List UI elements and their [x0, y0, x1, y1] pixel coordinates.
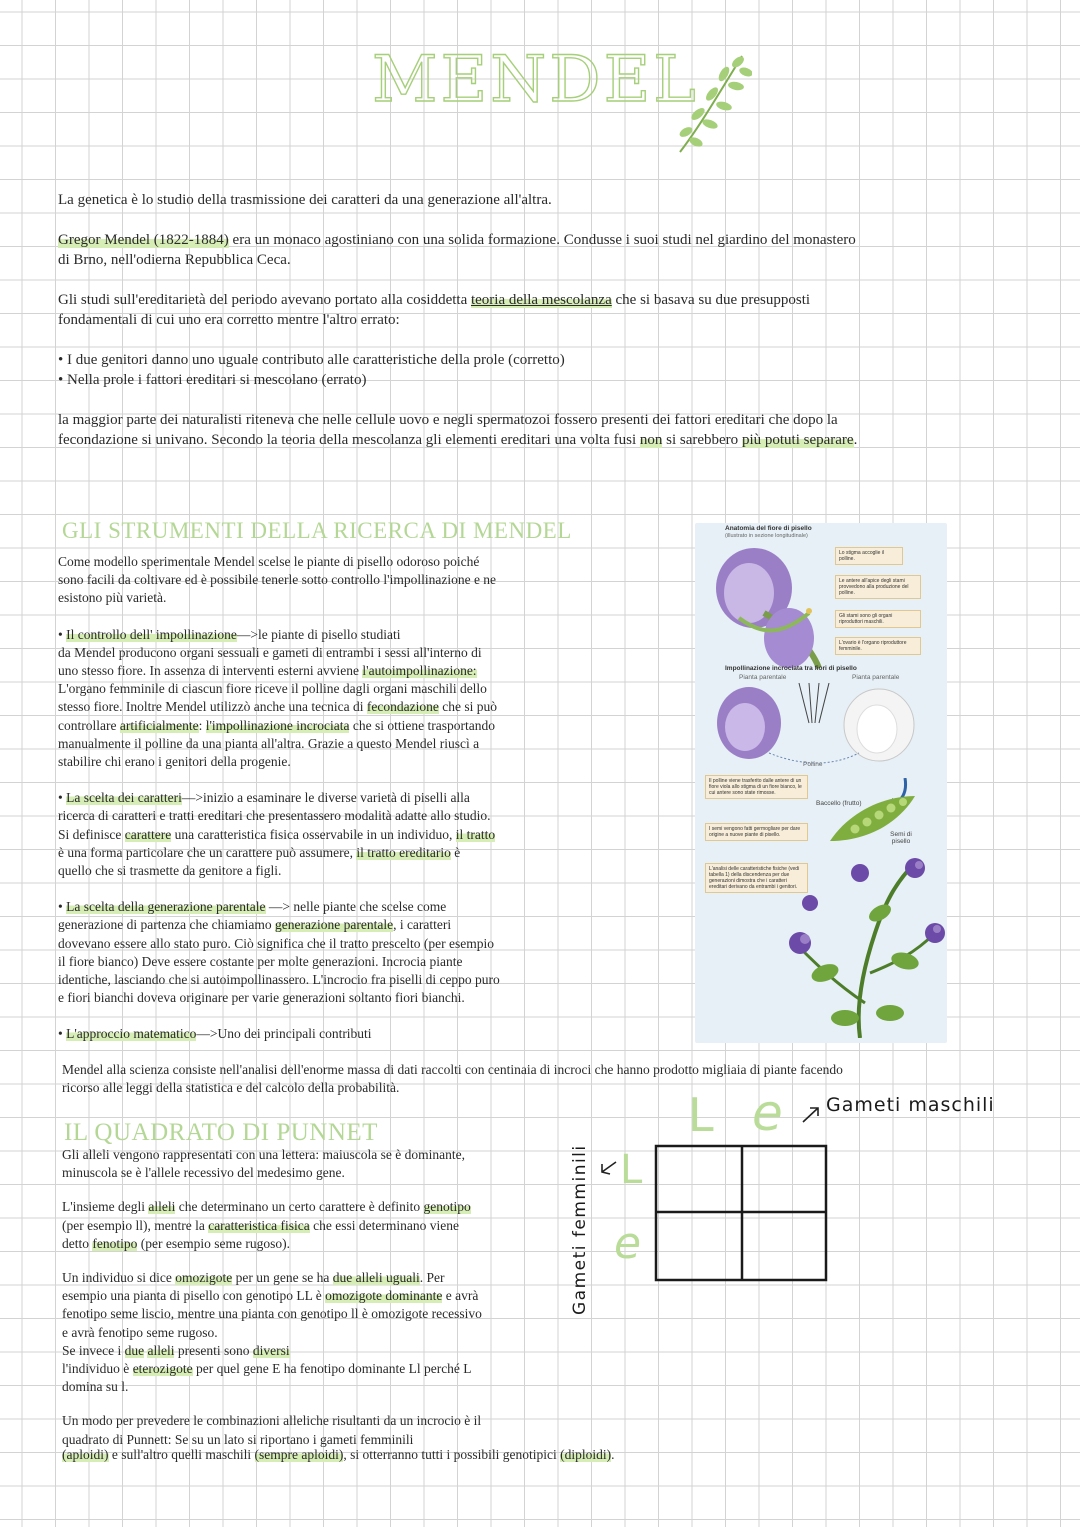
text: —> nelle piante che scelse come: [265, 899, 447, 915]
text: esempio una pianta di pisello con genotipo LL è: [62, 1288, 326, 1304]
cross-pollination-illustration: [709, 683, 939, 768]
highlight: genotipo: [423, 1199, 471, 1215]
text: —>Uno dei principali contributi: [196, 1026, 372, 1042]
omozigote-paragraph: [62, 1269, 572, 1396]
text: identiche, lasciando che si autoimpollinassero. L'incrocio fra piselli di ceppo puro: [58, 972, 500, 988]
text: e fiori bianchi doveva originare per varie generazioni soltanto fiori bianchi.: [58, 990, 465, 1006]
intro-paragraph-3: [58, 290, 1028, 330]
text: la maggior parte dei naturalisti riteneva che nelle cellule uovo e negli spermatozoi fossero presenti dei fattori ereditari che dopo la: [58, 412, 838, 428]
female-allele-recessive: e: [614, 1218, 642, 1269]
text: che essi determinano viene: [309, 1217, 459, 1233]
text: è: [450, 844, 461, 860]
bullet-caratteri: • La scelta dei caratteri—>inizio a esaminare le diverse varietà di piselli alla ricerca di caratteri e tratti ereditari che presentassero modalità adatte allo studio. Si definisce carattere una caratteristica fisica osservabile in un individuo, il tratto è una forma particolare che un carattere può assumere, il tratto ereditario è quello che si trasmette da genitore a figli.: [58, 790, 496, 879]
figure-title: Anatomia del fiore di pisello: [725, 525, 812, 532]
highlight: La scelta della generazione parentale: [66, 899, 266, 915]
text: è una forma particolare che un carattere può assumere,: [58, 844, 357, 860]
text: .: [853, 432, 858, 448]
text: il fiore bianco) Deve essere costante per molte generazioni. Incrocia piante: [58, 953, 463, 969]
bullet-generazione-parentale: • La scelta della generazione parentale —> nelle piante che scelse come generazione di partenza che chiamiamo generazione parentale, i caratteri dovevano essere allo stato puro. Ciò significa che il tratto prescelto (per esempio il fiore bianco) Deve essere costante per molte generazioni. Incrocia piante identiche, lasciando che si autoimpollinassero. L'incrocio fra piselli di ceppo puro e fiori bianchi doveva originare per varie generazioni soltanto fiori bianchi.: [58, 899, 500, 1006]
leaf-branch-icon: [672, 50, 752, 160]
text: minuscola se è l'allele recessivo del medesimo gene.: [62, 1165, 345, 1181]
highlight: (aploidi): [62, 1447, 109, 1462]
label-polline: Polline: [803, 761, 823, 768]
section-heading-punnett: IL QUADRATO DI PUNNET: [64, 1119, 378, 1146]
text: —>inizio a esaminare le diverse varietà di piselli alla: [181, 790, 470, 806]
bullet-item: I due genitori danno uno uguale contributo alle caratteristiche della prole (corretto): [67, 352, 565, 368]
text: stabilire chi erano i genitori della progenie.: [58, 754, 291, 770]
text: che determinano un certo carattere è definito: [175, 1199, 424, 1215]
text: che si ottiene trasportando: [349, 717, 495, 733]
text: Mendel alla scienza consiste nell'analisi dell'enorme massa di dati raccolti con centinaia di incroci che hanno prodotto migliaia di piante facendo: [62, 1062, 843, 1077]
bullet-item: Nella prole i fattori ereditari si mescolano (errato): [67, 372, 367, 388]
intro-bullets: • I due genitori danno uno uguale contributo alle caratteristiche della prole (corretto) • Nella prole i fattori ereditari si mescolano (errato): [58, 352, 565, 388]
label-parent-right: Pianta parentale: [852, 674, 900, 681]
highlight: (diploidi): [560, 1447, 612, 1462]
highlight: alleli: [148, 1199, 176, 1215]
text: e sull'altro quelli maschili: [108, 1447, 255, 1462]
highlight: omozigote dominante: [325, 1288, 443, 1304]
highlight: caratteristica fisica: [208, 1217, 310, 1233]
text: quadrato di Punnett: Se su un lato si riportano i gameti femminili: [62, 1431, 414, 1447]
highlight: Il controllo dell' impollinazione: [66, 626, 237, 642]
text: —>le piante di pisello studiati: [236, 626, 401, 642]
intro-paragraph-4: [58, 410, 1028, 450]
highlight: generazione parentale: [275, 917, 394, 933]
pea-plant-illustration: [765, 853, 945, 1038]
text: . Per: [419, 1270, 445, 1286]
text: si sarebbero: [662, 432, 742, 448]
label-baccello: Baccello (frutto): [816, 800, 862, 807]
highlight: carattere: [124, 826, 172, 842]
callout-stami: Gli stami sono gli organi riproduttori maschili.: [835, 610, 921, 628]
text: , si otterranno tutti i possibili genotipici: [343, 1447, 561, 1462]
label-gameti-femminili: Gameti femminili: [570, 1144, 590, 1315]
text: fecondazione si univano. Secondo la teoria della mescolanza gli elementi ereditari una volta fusi: [58, 432, 640, 448]
flower-section-illustration: [709, 543, 839, 678]
highlight: La scelta dei caratteri: [66, 790, 182, 806]
highlight: teoria della mescolanza: [470, 292, 612, 308]
text: uno stesso fiore. In assenza di interventi esterni avviene: [58, 663, 363, 679]
text: l'individuo è: [62, 1361, 133, 1377]
text: dovevano essere allo stato puro. Ciò significa che il tratto prescelto (per esempio: [58, 935, 494, 951]
text: ricerca di caratteri e tratti ereditari che presentassero modalità adatte allo studio.: [58, 808, 491, 824]
female-allele-dominant: L: [620, 1147, 643, 1193]
text: manualmente il polline da una pianta all'altra. Grazie a questo Mendel riuscì a: [58, 735, 480, 751]
callout-ovario: L'ovario è l'organo riproduttore femminile.: [835, 637, 921, 655]
text: Un modo per prevedere le combinazioni alleliche risultanti da un incrocio è il: [62, 1413, 482, 1429]
text: Se invece i: [62, 1342, 125, 1358]
text: e avrà: [442, 1288, 479, 1304]
text: L'insieme degli: [62, 1199, 149, 1215]
text: fenotipo seme liscio, mentre una pianta con genotipo ll è omozigote recessivo: [62, 1306, 482, 1322]
bullet-impollinazione: • Il controllo dell' impollinazione—>le piante di pisello studiati da Mendel producono organi sessuali e gameti di entrambi i sessi all'interno di uno stesso fiore. In assenza di interventi esterni avviene l'autoimpollinazione: L'organo femminile di ciascun fiore riceve il polline dagli organi maschili dello stesso fiore. Inoltre Mendel utilizzò anche una tecnica di fecondazione che si può controllare artificialmente: l'impollinazione incrociata che si ottiene trasportando manualmente il polline da una pianta all'altra. Grazie a questo Mendel riuscì a stabilire chi erano i genitori della progenie.: [58, 626, 497, 770]
text: detto: [62, 1235, 93, 1251]
figure-title-2: Impollinazione incrociata tra fiori di pisello: [725, 665, 857, 672]
intro-section: [58, 190, 1028, 450]
male-allele-dominant: L: [688, 1088, 714, 1142]
highlight: due: [124, 1342, 145, 1358]
punnett-intro: [62, 1146, 572, 1182]
highlight: l'impollinazione incrociata: [205, 717, 350, 733]
label-parent-left: Pianta parentale: [739, 674, 787, 681]
text: per un gene se ha: [232, 1270, 333, 1286]
text: (per esempio ll), mentre la: [62, 1217, 209, 1233]
text: generazione di partenza che chiamiamo: [58, 917, 276, 933]
text: una caratteristica fisica osservabile in un individuo,: [171, 826, 456, 842]
highlight: fenotipo: [92, 1235, 138, 1251]
text: Si definisce: [58, 826, 125, 842]
text: (per esempio seme rugoso).: [137, 1235, 290, 1251]
male-allele-recessive: e: [752, 1084, 783, 1142]
approccio-matematico-continued: [62, 1061, 1022, 1097]
section2-body: [62, 1146, 572, 1449]
callout-stigma: Lo stigma accoglie il polline.: [835, 547, 903, 565]
callout-step-1: Il polline viene trasferito dalle antere di un fiore viola allo stigma di un fiore bianco, le cui antere sono state rimosse.: [705, 775, 808, 799]
callout-step-2: I semi vengono fatti germogliare per dare origine a nuove piante di pisello.: [705, 823, 808, 841]
highlight: il tratto: [455, 826, 496, 842]
text: stesso fiore. Inoltre Mendel utilizzò anche una tecnica di: [58, 699, 367, 715]
text: esistono più varietà.: [58, 590, 167, 606]
text: Gli studi sull'ereditarietà del periodo avevano portato alla cosiddetta: [58, 292, 471, 308]
highlight: alleli: [147, 1342, 175, 1358]
intro-paragraph-1: La genetica è lo studio della trasmissione dei caratteri da una generazione all'altra.: [58, 192, 552, 208]
highlight: fecondazione: [366, 699, 439, 715]
highlight: due alleli uguali: [332, 1270, 420, 1286]
intro-paragraph-2: [58, 230, 1028, 270]
text: che si può: [438, 699, 497, 715]
highlight: eterozigote: [132, 1361, 193, 1377]
callout-antere: Le antere all'apice degli stami provvedono alla produzione del polline.: [835, 575, 921, 599]
section-heading-strumenti: GLI STRUMENTI DELLA RICERCA DI MENDEL: [62, 518, 572, 543]
highlight: più potuti separare: [741, 432, 854, 448]
section1-body: [58, 553, 603, 1044]
text: da Mendel producono organi sessuali e gameti di entrambi i sessi all'interno di: [58, 644, 482, 660]
highlight: l'autoimpollinazione:: [362, 663, 477, 679]
text: che si basava su due presupposti: [611, 292, 811, 308]
text: ricorso alle leggi della statistica e del calcolo della probabilità.: [62, 1080, 400, 1096]
section1-intro: [58, 553, 603, 608]
highlight: (sempre aploidi): [254, 1447, 344, 1462]
highlight: diversi: [252, 1342, 290, 1358]
text: Come modello sperimentale Mendel scelse le piante di pisello odoroso poiché: [58, 554, 480, 569]
arrow-icon: [800, 1104, 822, 1126]
text: controllare: [58, 717, 120, 733]
text: Un individuo si dice: [62, 1270, 176, 1286]
text: presenti sono: [174, 1342, 253, 1358]
punnett-method-last-line: [62, 1446, 1022, 1464]
label-semi: Semi di pisello: [890, 831, 912, 845]
text: era un monaco agostiniano con una solida formazione. Condusse i suoi studi nel giardino del monastero: [228, 232, 856, 248]
pea-flower-figure: [695, 523, 947, 1043]
punnett-square-grid: [652, 1142, 832, 1284]
highlight: L'approccio matematico: [66, 1026, 197, 1042]
text: , i caratteri: [393, 917, 452, 933]
text: .: [611, 1447, 615, 1462]
highlight: Gregor Mendel (1822-1884): [58, 232, 229, 248]
text: L'organo femminile di ciascun fiore riceve il polline dagli organi maschili dello: [58, 681, 487, 697]
highlight: il tratto ereditario: [356, 844, 451, 860]
text: domina su l.: [62, 1379, 129, 1395]
text: Gli alleli vengono rappresentati con una lettera: maiuscola se è dominante,: [62, 1147, 465, 1162]
text: sono facili da coltivare ed è possibile tenerle sotto controllo l'impollinazione e ne: [58, 572, 497, 588]
bullet-approccio-matematico: • L'approccio matematico—>Uno dei principali contributi: [58, 1026, 372, 1042]
text: di Brno, nell'odierna Repubblica Ceca.: [58, 252, 291, 268]
text: fondamentali di cui uno era corretto mentre l'altro errato:: [58, 312, 400, 328]
highlight: omozigote: [175, 1270, 233, 1286]
highlight: artificialmente: [119, 717, 199, 733]
figure-subtitle: (illustrato in sezione longitudinale): [725, 533, 808, 539]
genotipo-paragraph: [62, 1198, 572, 1253]
text: per quel gene E ha fenotipo dominante Ll perché L: [192, 1361, 472, 1377]
text: quello che si trasmette da genitore a figli.: [58, 863, 282, 879]
text: :: [198, 717, 206, 733]
label-gameti-maschili: Gameti maschili: [826, 1094, 995, 1116]
text: e avrà fenotipo seme rugoso.: [62, 1324, 218, 1340]
arrow-icon: [598, 1158, 620, 1178]
punnett-method-paragraph: [62, 1412, 572, 1448]
page-title: MENDEL: [372, 43, 699, 117]
callout-step-3: L'analisi delle caratteristiche fisiche (vedi tabella 1) della discendenza per due generazioni dimostra che i caratteri ereditari derivano da entrambi i genitori.: [705, 863, 808, 893]
highlight: non: [639, 432, 663, 448]
